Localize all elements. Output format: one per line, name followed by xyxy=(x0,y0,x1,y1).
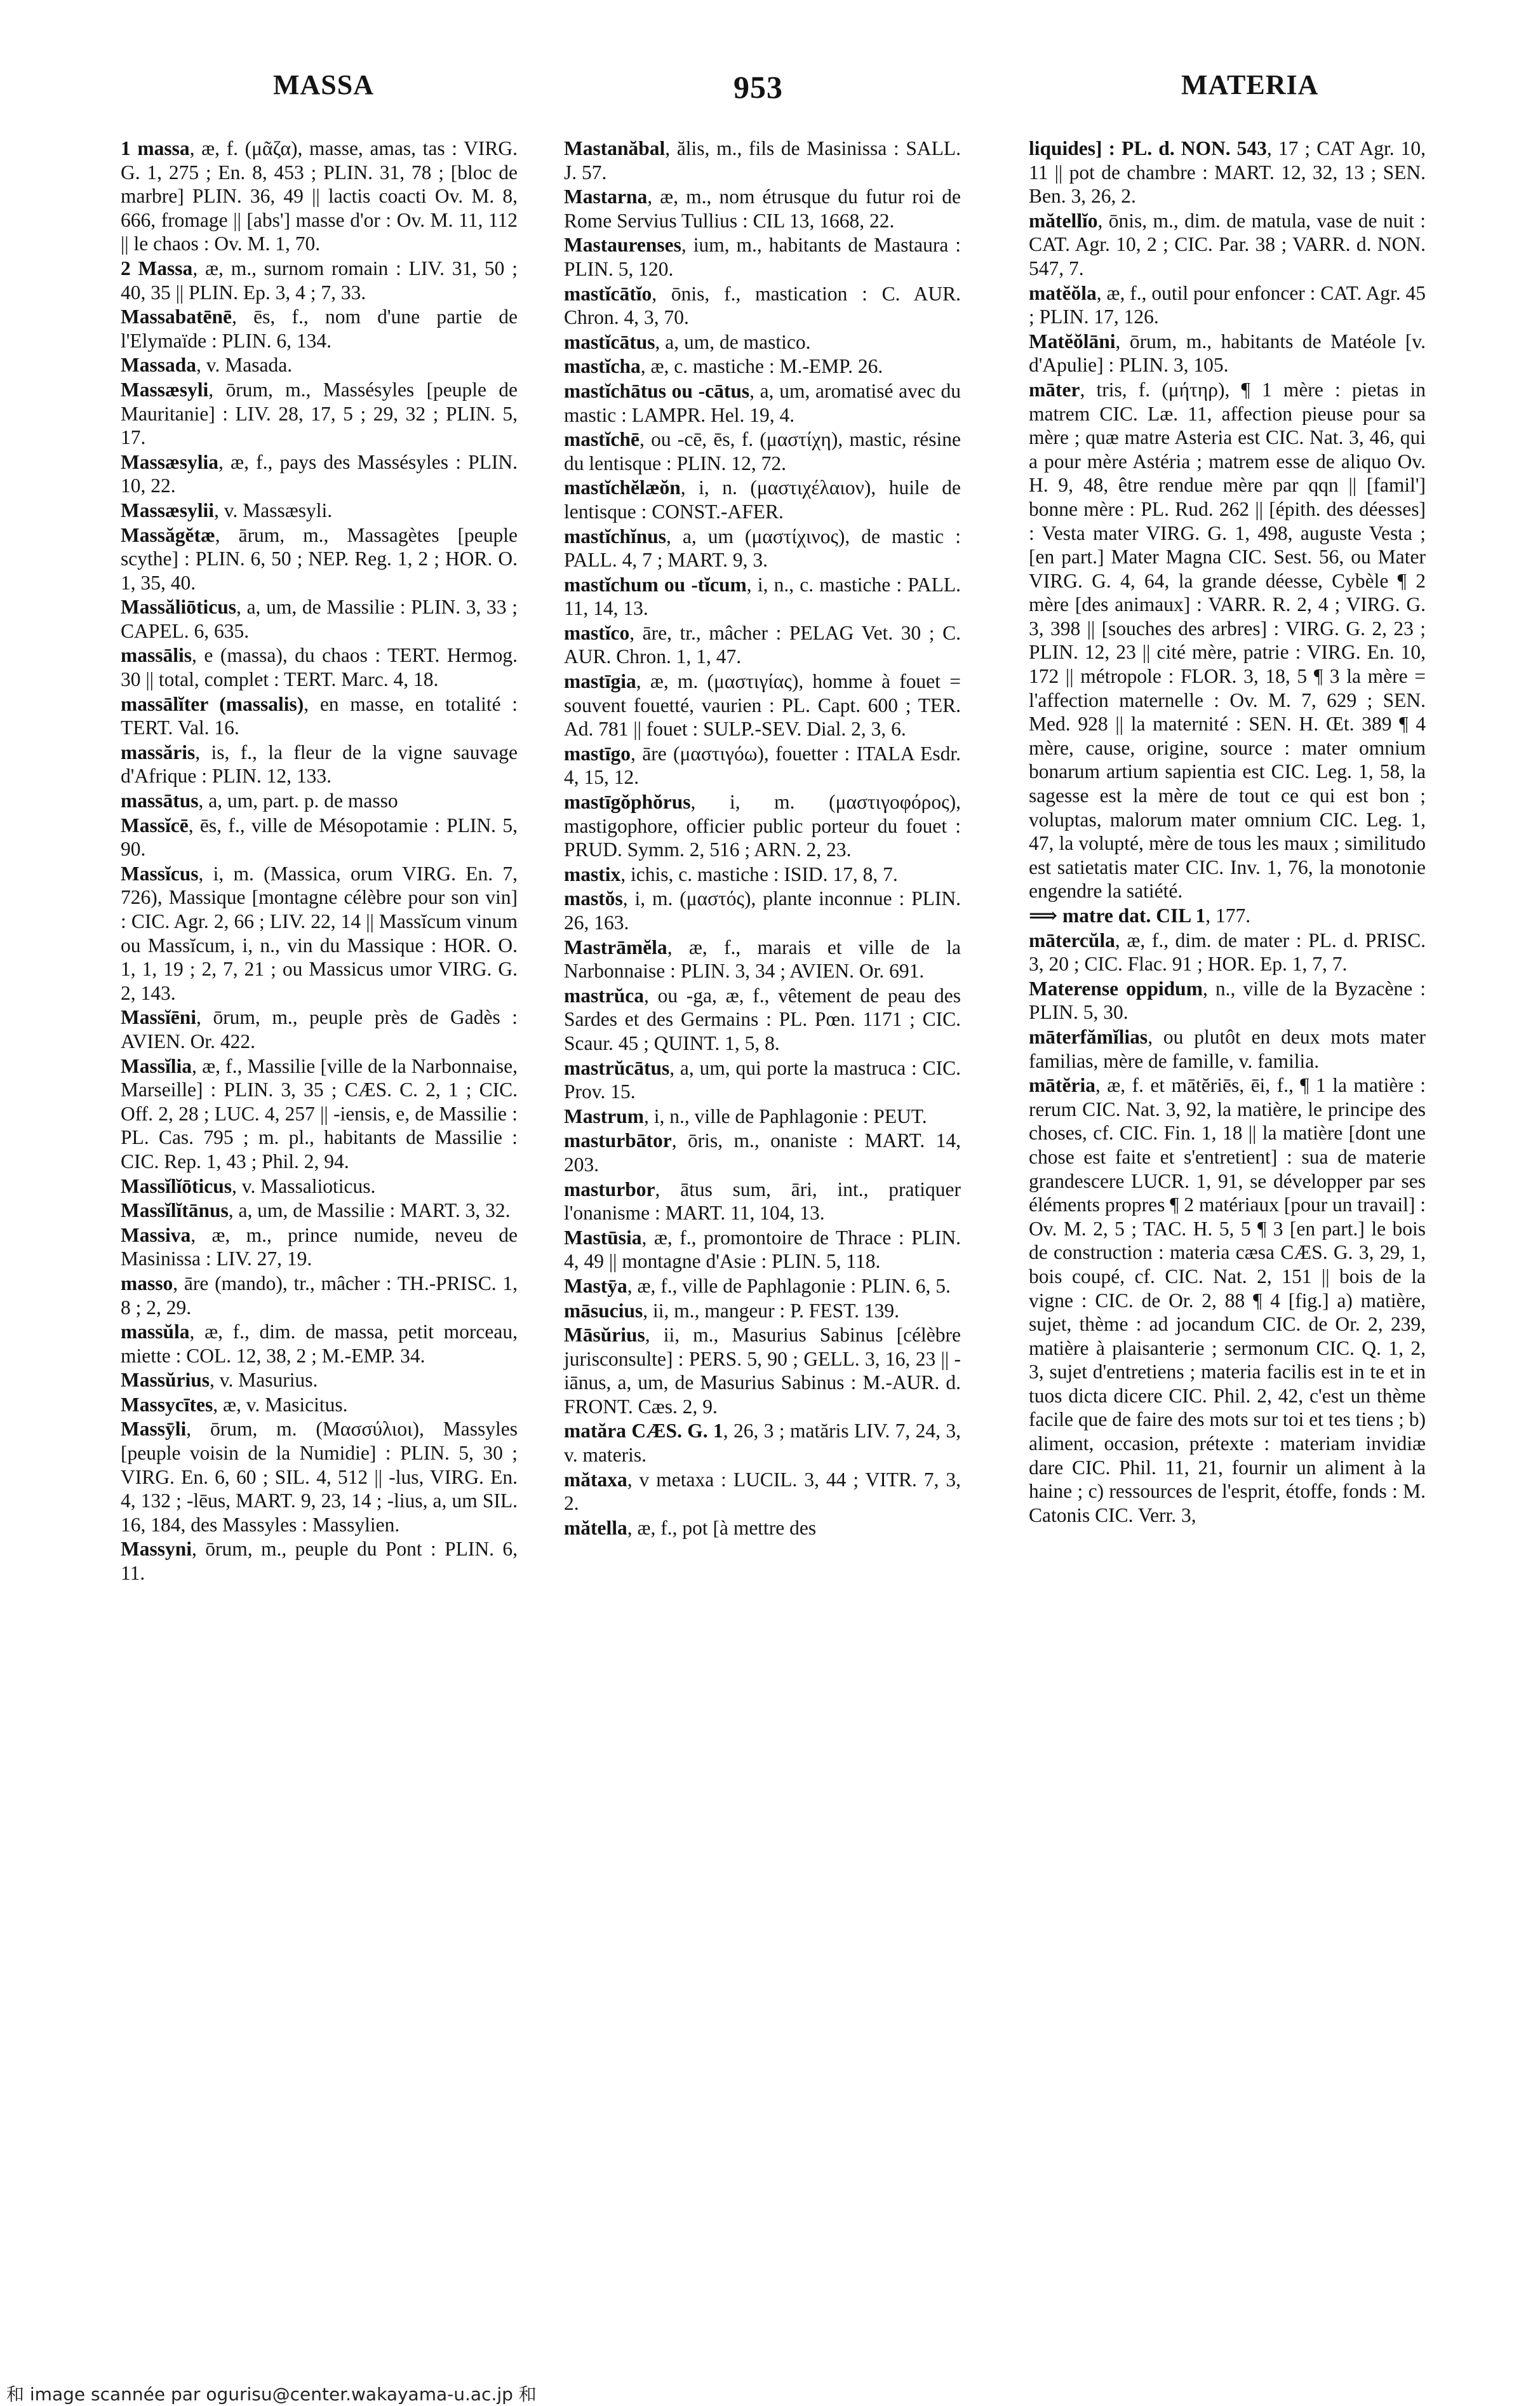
entry: mătellĭo, ōnis, m., dim. de matula, vase de nuit : CAT. Agr. 10, 2 ; CIC. Par. 38 ; VARR. d. NON. 547, 7. xyxy=(1029,209,1426,279)
entry: Massada, v. Masada. xyxy=(121,354,293,377)
headword: māsucius xyxy=(564,1299,643,1322)
headword: mastĭchum ou -tĭcum xyxy=(564,573,747,596)
entry: mastĭcātus, a, um, de mastico. xyxy=(564,330,811,353)
headword: māterfămĭlias xyxy=(1029,1025,1148,1048)
headword: 2 Massa xyxy=(121,257,193,279)
headword: Mastūsia xyxy=(564,1226,642,1249)
headword: mastĭco xyxy=(564,621,630,644)
headword: Massæsyli xyxy=(121,378,209,401)
headword: masturbor xyxy=(564,1178,655,1200)
entry: Materense oppidum, n., ville de la Byzacène : PLIN. 5, 30. xyxy=(1029,977,1426,1024)
entry: Mastrum, i, n., ville de Paphlagonie : PEUT. xyxy=(564,1105,927,1127)
entry: Mastȳa, æ, f., ville de Paphlagonie : PLIN. 6, 5. xyxy=(564,1274,951,1297)
headword: mătellĭo xyxy=(1029,209,1098,232)
entry: Massĭcē, ēs, f., ville de Mésopotamie : PLIN. 5, 90. xyxy=(121,814,518,861)
entry: Matĕŏlāni, ōrum, m., habitants de Matéole [v. d'Apulie] : PLIN. 3, 105. xyxy=(1029,330,1426,377)
entry: Massæsylia, æ, f., pays des Massésyles : PLIN. 10, 22. xyxy=(121,450,518,497)
entry: mastĭco, āre, tr., mâcher : PELAG Vet. 30 ; C. AUR. Chron. 1, 1, 47. xyxy=(564,621,961,668)
entry: mastŏs, i, m. (μαστός), plante inconnue : PLIN. 26, 163. xyxy=(564,887,961,934)
entry: liquides] : PL. d. NON. 543, 17 ; CAT Agr. 10, 11 || pot de chambre : MART. 12, 32, 13 ; SEN. Ben. 3, 26, 2. xyxy=(1029,137,1426,208)
entry: mātercŭla, æ, f., dim. de mater : PL. d. PRISC. 3, 20 ; CIC. Flac. 91 ; HOR. Ep. 1, 7, 7. xyxy=(1029,929,1426,976)
headword: Massada xyxy=(121,354,197,377)
entry: 1 massa, æ, f. (μᾶζα), masse, amas, tas : VIRG. G. 1, 275 ; En. 8, 453 ; PLIN. 31, 78 ; [bloc de marbre] PLIN. 36, 49 || lactis coacti Ov. M. 8, 666, fromage || [abs'] masse d'or : Ov. M. 11, 112 || le chaos : Ov. M. 1, 70. xyxy=(121,137,518,255)
entry: Massȳli, ōrum, m. (Μασσύλιοι), Massyles [peuple voisin de la Numidie] : PLIN. 5, 30 ; VIRG. En. 6, 60 ; SIL. 4, 512 || -lus, VIRG. En. 4, 132 ; -lēus, MART. 9, 23, 14 ; -lius, a, um SIL. 16, 184, des Massyles : Massylien. xyxy=(121,1418,518,1536)
headword: Mastaurenses xyxy=(564,234,681,257)
entry: Mastūsia, æ, f., promontoire de Thrace : PLIN. 4, 49 || montagne d'Asie : PLIN. 5, 118. xyxy=(564,1226,961,1273)
entry: Massăgĕtæ, ārum, m., Massagètes [peuple scythe] : PLIN. 6, 50 ; NEP. Reg. 1, 2 ; HOR. O. 1, 35, 40. xyxy=(121,523,518,594)
entry: mastīgia, æ, m. (μαστιγίας), homme à fouet = souvent fouetté, vaurien : PL. Capt. 600 ; TER. Ad. 781 || fouet : SULP.-SEV. Dial. 2, 3, 6. xyxy=(564,670,961,741)
headword: Massĭcē xyxy=(121,814,189,837)
entry: Massyni, ōrum, m., peuple du Pont : PLIN. 6, 11. xyxy=(121,1538,518,1585)
entry: Massæsyli, ōrum, m., Massésyles [peuple de Mauritanie] : LIV. 28, 17, 5 ; 29, 32 ; PLIN. 5, 17. xyxy=(121,378,518,449)
headword: Massæsylia xyxy=(121,450,219,473)
headword: mastĭchĭnus xyxy=(564,525,667,548)
entry: 2 Massa, æ, m., surnom romain : LIV. 31, 50 ; 40, 35 || PLIN. Ep. 3, 4 ; 7, 33. xyxy=(121,257,518,304)
entry: Massiva, æ, m., prince numide, neveu de Masinissa : LIV. 27, 19. xyxy=(121,1223,518,1270)
entry: masturbor, ātus sum, āri, int., pratiquer l'onanisme : MART. 11, 104, 13. xyxy=(564,1178,961,1225)
entry: māter, tris, f. (μήτηρ), ¶ 1 mère : pietas in matrem CIC. Læ. 11, affection pieuse pour sa mère ; quæ matre Asteria est CIC. Nat. 3, 46, qui a pour mère Astéria ; matrem esse de aliquo Ov. H. 9, 48, être rendue mère par qqn || [famil'] bonne mère : PL. Rud. 262 || [épith. des déesses] : Vesta mater VIRG. G. 1, 498, auguste Vesta ; [en part.] Mater Magna CIC. Sest. 56, ou Mater VIRG. G. 4, 64, la grande déesse, Cybèle ¶ 2 mère [des animaux] : VARR. R. 2, 4 ; VIRG. G. 3, 398 || [souches des arbres] : VIRG. G. 2, 23 ; PLIN. 12, 23 || cité mère, patrie : VIRG. En. 10, 172 || métropole : FLOR. 3, 18, 5 ¶ 3 la mère = l'affection maternelle : Ov. M. 7, 629 ; SEN. Med. 928 || la maternité : SEN. H. Œt. 389 ¶ 4 mère, cause, origine, source : mater omnium bonarum artium sapientia est CIC. Leg. 1, 58, la sagesse est la mère de tout ce qui est bon ; voluptas, malorum mater omnium CIC. Leg. 1, 47, la volupté, mère de tous les maux ; similitudo est satietatis mater CIC. Inv. 1, 76, la monotonie engendre la satiété. xyxy=(1029,378,1426,903)
headword: ⟹ matre dat. CIL 1 xyxy=(1029,904,1206,927)
headword: Matĕŏlāni xyxy=(1029,330,1116,353)
entry: mastīgo, āre (μαστιγόω), fouetter : ITALA Esdr. 4, 15, 12. xyxy=(564,742,961,789)
headword: mātĕria xyxy=(1029,1074,1095,1097)
entry: masso, āre (mando), tr., mâcher : TH.-PRISC. 1, 8 ; 2, 29. xyxy=(121,1272,518,1319)
headword: mastĭcātĭo xyxy=(564,282,652,305)
entry: Massæsylii, v. Massæsyli. xyxy=(121,499,333,521)
page-number: 953 xyxy=(733,69,783,105)
headword: matăra CÆS. G. 1 xyxy=(564,1420,723,1442)
scan-credit: 和 image scannée par ogurisu@center.wakayama-u.ac.jp 和 xyxy=(6,2384,537,2405)
entry: Massăliōticus, a, um, de Massilie : PLIN. 3, 33 ; CAPEL. 6, 635. xyxy=(121,596,518,642)
headword: mastrŭcātus xyxy=(564,1056,670,1079)
column-3 xyxy=(1029,137,1426,1528)
headword: Massycītes xyxy=(121,1393,213,1416)
headword: 1 massa xyxy=(121,137,190,159)
entry: Mastaurenses, ium, m., habitants de Mastaura : PLIN. 5, 120. xyxy=(564,234,961,280)
entry: Massĭlĭtānus, a, um, de Massilie : MART. 3, 32. xyxy=(121,1199,511,1222)
headword: māter xyxy=(1029,378,1080,401)
headword: mastĭchātus ou -cātus xyxy=(564,379,750,402)
entry: mastĭcha, æ, c. mastiche : M.-EMP. 26. xyxy=(564,355,883,378)
headword: Mastrāmĕla xyxy=(564,936,667,958)
headword: Massĭēni xyxy=(121,1006,197,1029)
headword: massātus xyxy=(121,790,199,812)
headword: Massăliōticus xyxy=(121,596,237,619)
headword: massăris xyxy=(121,741,196,763)
headword: masso xyxy=(121,1272,173,1294)
entry: Mastanăbal, ălis, m., fils de Masinissa : SALL. J. 57. xyxy=(564,137,961,184)
headword: mastīgo xyxy=(564,742,631,765)
entry: māsucius, ii, m., mangeur : P. FEST. 139. xyxy=(564,1299,899,1322)
column-2 xyxy=(564,137,961,1540)
entry: mastĭchē, ou -cē, ēs, f. (μαστίχη), mastic, résine du lentisque : PLIN. 12, 72. xyxy=(564,428,961,474)
entry: Massĭlĭōticus, v. Massalioticus. xyxy=(121,1174,376,1197)
entry: matĕŏla, æ, f., outil pour enfoncer : CAT. Agr. 45 ; PLIN. 17, 126. xyxy=(1029,281,1426,328)
entry: māterfămĭlias, ou plutôt en deux mots mater familias, mère de famille, v. familia. xyxy=(1029,1025,1426,1072)
entry: Massŭrius, v. Masurius. xyxy=(121,1369,318,1392)
entry: Massycītes, æ, v. Masicitus. xyxy=(121,1393,348,1416)
entry: Massabatēnē, ēs, f., nom d'une partie de l'Elymaïde : PLIN. 6, 134. xyxy=(121,306,518,352)
entry: masturbātor, ōris, m., onaniste : MART. 14, 203. xyxy=(564,1129,961,1176)
headword: mastix xyxy=(564,863,621,885)
headword: Massĭlia xyxy=(121,1054,192,1077)
entry: mastĭchātus ou -cātus, a, um, aromatisé avec du mastic : LAMPR. Hel. 19, 4. xyxy=(564,379,961,426)
headword: Māsŭrius xyxy=(564,1324,645,1347)
headword: Massæsylii xyxy=(121,499,215,521)
entry: Massĭēni, ōrum, m., peuple près de Gadès : AVIEN. Or. 422. xyxy=(121,1006,518,1052)
entry: Massĭcus, i, m. (Massica, orum VIRG. En. 7, 726), Massique [montagne célèbre pour son vin] : CIC. Agr. 2, 66 ; LIV. 22, 14 || Massĭcum vinum ou Massĭcum, i, n., vin du Massique : HOR. O. 1, 1, 19 ; 2, 7, 21 ; ou Massicus umor VIRG. G. 2, 143. xyxy=(121,862,518,1004)
entry: mātĕria, æ, f. et mātĕriēs, ēi, f., ¶ 1 la matière : rerum CIC. Nat. 3, 92, la matière, le principe des choses, cf. CIC. Fin. 1, 18 || la matière [dont une chose est faite et s'entretient] : sua de materie grandescere LUCR. 1, 91, se développer par ses éléments propres ¶ 2 matériaux [pour un travail] : Ov. M. 2, 5 ; TAC. H. 5, 5 ¶ 3 [en part.] le bois de construction : materia cæsa CÆS. G. 3, 29, 1, bois coupé, cf. CIC. Nat. 2, 151 || bois de la vigne : CIC. de Or. 2, 88 ¶ 4 [fig.] a) matière, sujet, thème : ad jocandum CIC. de Or. 2, 239, matière à plaisanterie ; sermonum CIC. Q. 1, 2, 3, sujet d'entretiens ; materia facilis est in te et in tuos dicta dicere CIC. Phil. 2, 42, c'est un thème facile que de faire des mots sur toi et tes tiens ; b) aliment, occasion, prétexte : materiam invidiæ dare CIC. Phil. 11, 21, fournir un aliment à la haine ; c) ressources de l'esprit, étoffe, fonds : M. Catonis CIC. Verr. 3, xyxy=(1029,1074,1426,1526)
headword: Massĭcus xyxy=(121,862,199,885)
entry: massālis, e (massa), du chaos : TERT. Hermog. 30 || total, complet : TERT. Marc. 4, 18. xyxy=(121,644,518,691)
headword: mastŏs xyxy=(564,887,623,910)
entry: massŭla, æ, f., dim. de massa, petit morceau, miette : COL. 12, 38, 2 ; M.-EMP. 34. xyxy=(121,1321,518,1367)
entry: Mastarna, æ, m., nom étrusque du futur roi de Rome Servius Tullius : CIL 13, 1668, 22. xyxy=(564,185,961,232)
headword: Massĭlĭtānus xyxy=(121,1199,229,1222)
entry: mastĭchum ou -tĭcum, i, n., c. mastiche : PALL. 11, 14, 13. xyxy=(564,573,961,620)
running-head-right: MATERIA xyxy=(1181,69,1319,100)
headword: Massĭlĭōticus xyxy=(121,1174,232,1197)
headword: Materense oppidum xyxy=(1029,977,1203,1000)
headword: Massȳli xyxy=(121,1418,187,1441)
headword: mātercŭla xyxy=(1029,929,1115,951)
headword: mastrŭca xyxy=(564,984,644,1007)
headword: masturbātor xyxy=(564,1129,672,1152)
headword: mastĭcātus xyxy=(564,330,655,353)
headword: mătaxa xyxy=(564,1468,627,1491)
running-head-left: MASSA xyxy=(273,69,375,100)
headword: Mastarna xyxy=(564,185,648,208)
entry: mastrŭcātus, a, um, qui porte la mastruca : CIC. Prov. 15. xyxy=(564,1056,961,1103)
entry: mastix, ichis, c. mastiche : ISID. 17, 8, 7. xyxy=(564,863,898,885)
headword: massŭla xyxy=(121,1321,190,1343)
headword: mastīgŏphŏrus xyxy=(564,791,691,814)
headword: Mastanăbal xyxy=(564,137,666,159)
entry: ⟹ matre dat. CIL 1, 177. xyxy=(1029,904,1251,927)
headword: liquides] : PL. d. NON. 543 xyxy=(1029,137,1267,159)
headword: Mastȳa xyxy=(564,1274,627,1297)
entry: Massĭlia, æ, f., Massilie [ville de la Narbonnaise, Marseille] : PLIN. 3, 35 ; CÆS. C. 2, 1 ; CIC. Off. 2, 28 ; LUC. 4, 257 || -iensis, e, de Massilie : PL. Cas. 795 ; m. pl., habitants de Massilie : CIC. Rep. 1, 43 ; Phil. 2, 94. xyxy=(121,1054,518,1173)
entry: matăra CÆS. G. 1, 26, 3 ; matăris LIV. 7, 24, 3, v. materis. xyxy=(564,1420,961,1467)
entry: mastrŭca, ou -ga, æ, f., vêtement de peau des Sardes et des Germains : PL. Pœn. 1171 ; CIC. Scaur. 45 ; QUINT. 1, 5, 8. xyxy=(564,984,961,1054)
entry: massālĭter (massalis), en masse, en totalité : TERT. Val. 16. xyxy=(121,692,518,739)
headword: Massăgĕtæ xyxy=(121,523,215,546)
headword: Massabatēnē xyxy=(121,306,232,328)
headword: mastĭchĕlæŏn xyxy=(564,476,681,499)
entry: mastĭcātĭo, ōnis, f., mastication : C. AUR. Chron. 4, 3, 70. xyxy=(564,282,961,329)
headword: Mastrum xyxy=(564,1105,644,1127)
headword: Massŭrius xyxy=(121,1369,210,1392)
entry: mătella, æ, f., pot [à mettre des xyxy=(564,1516,817,1539)
headword: mastĭcha xyxy=(564,355,641,378)
headword: massālĭter (massalis) xyxy=(121,692,304,715)
entry: Mastrāmĕla, æ, f., marais et ville de la Narbonnaise : PLIN. 3, 34 ; AVIEN. Or. 691. xyxy=(564,936,961,983)
headword: mastĭchē xyxy=(564,428,639,451)
column-1 xyxy=(121,137,518,1586)
entry: massātus, a, um, part. p. de masso xyxy=(121,790,398,812)
entry: mastĭchĕlæŏn, i, n. (μαστιχέλαιον), huile de lentisque : CONST.-AFER. xyxy=(564,476,961,523)
entry: massăris, is, f., la fleur de la vigne sauvage d'Afrique : PLIN. 12, 133. xyxy=(121,741,518,788)
headword: mătella xyxy=(564,1516,627,1539)
headword: massālis xyxy=(121,644,192,667)
entry: mastīgŏphŏrus, i, m. (μαστιγοφόρος), mastigophore, officier public porteur du fouet : PRUD. Symm. 2, 516 ; ARN. 2, 23. xyxy=(564,791,961,861)
entry: Māsŭrius, ii, m., Masurius Sabinus [célèbre jurisconsulte] : PERS. 5, 90 ; GELL. 3, 16, 23 || -iānus, a, um, de Masurius Sabinus : M.-AUR. d. FRONT. Cæs. 2, 9. xyxy=(564,1324,961,1418)
headword: mastīgia xyxy=(564,670,636,693)
headword: matĕŏla xyxy=(1029,281,1097,304)
entry: mătaxa, v metaxa : LUCIL. 3, 44 ; VITR. 7, 3, 2. xyxy=(564,1468,961,1515)
headword: Massiva xyxy=(121,1223,191,1246)
headword: Massyni xyxy=(121,1538,192,1561)
entry: mastĭchĭnus, a, um (μαστίχινος), de mastic : PALL. 4, 7 ; MART. 9, 3. xyxy=(564,525,961,572)
